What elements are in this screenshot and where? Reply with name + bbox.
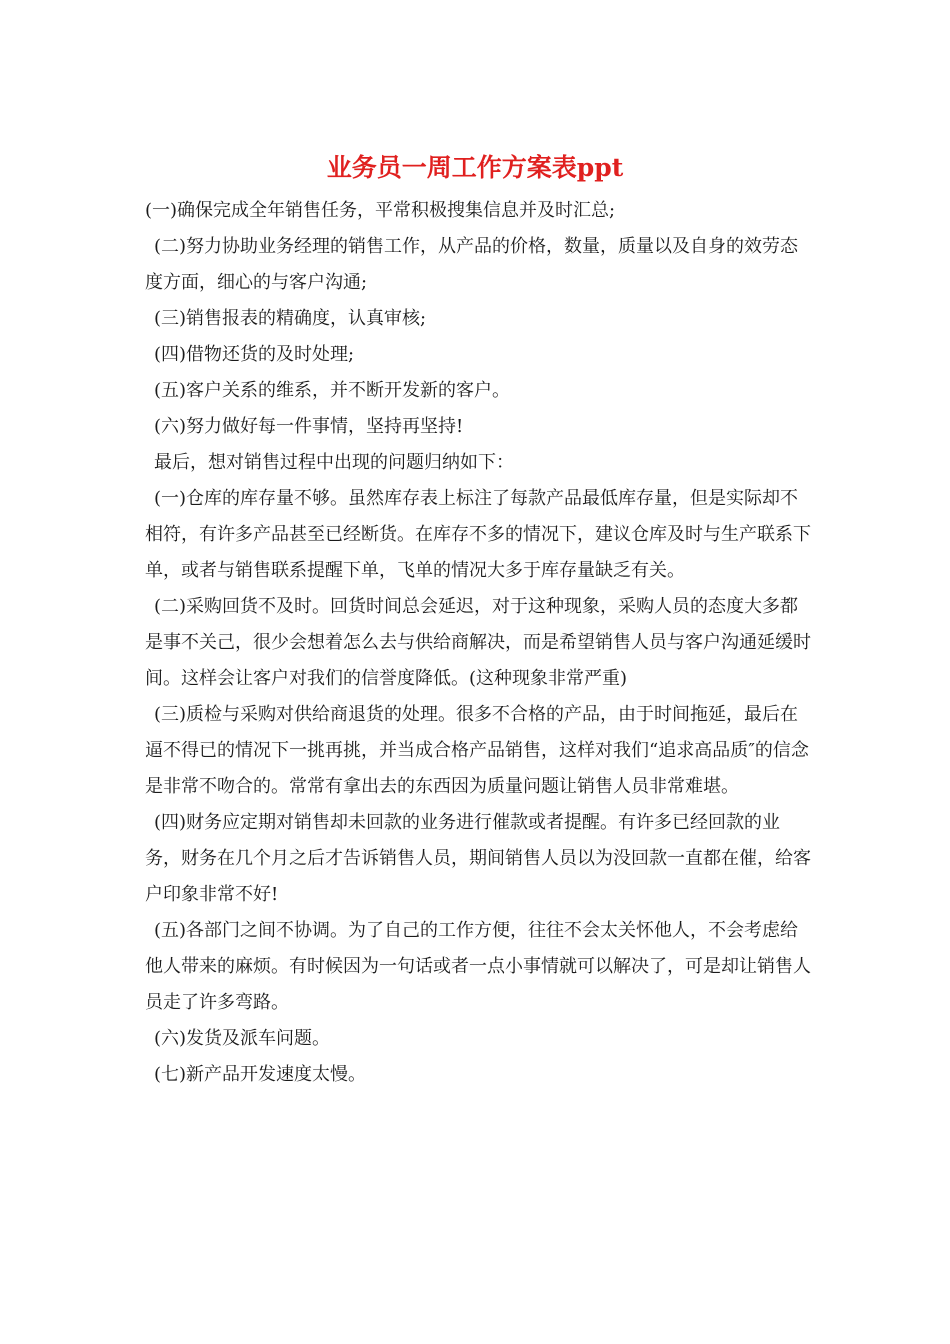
paragraph: (七)新产品开发速度太慢。 xyxy=(154,1064,367,1085)
paragraph: (六)努力做好每一件事情，坚持再坚持! xyxy=(154,416,464,437)
paragraph: (五)各部门之间不协调。为了自己的工作方便，往往不会太关怀他人，不会考虑给他人带来的麻烦。有时候因为一句话或者一点小事情就可以解决了，可是却让销售人员走了许多弯路。 xyxy=(145,920,811,1013)
paragraph: (一)确保完成全年销售任务，平常积极搜集信息并及时汇总; xyxy=(145,200,616,221)
paragraph: (二)采购回货不及时。回货时间总会延迟，对于这种现象，采购人员的态度大多都是事不关己，很少会想着怎么去与供给商解决，而是希望销售人员与客户沟通延缓时间。这样会让客户对我们的信誉度降低。(这种现象非常严重) xyxy=(145,596,811,689)
document-body xyxy=(145,193,815,1093)
paragraph: (五)客户关系的维系，并不断开发新的客户。 xyxy=(154,380,511,401)
paragraph: (四)借物还货的及时处理; xyxy=(154,344,355,365)
paragraph: 最后，想对销售过程中出现的问题归纳如下： xyxy=(154,452,514,473)
document-title: 业务员一周工作方案表ppt xyxy=(326,153,624,182)
paragraph: (三)销售报表的精确度，认真审核; xyxy=(154,308,427,329)
paragraph: (一)仓库的库存量不够。虽然库存表上标注了每款产品最低库存量，但是实际却不相符，有许多产品甚至已经断货。在库存不多的情况下，建议仓库及时与生产联系下单，或者与销售联系提醒下单，飞单的情况大多于库存量缺乏有关。 xyxy=(145,488,811,581)
paragraph: (六)发货及派车问题。 xyxy=(154,1028,331,1049)
paragraph: (四)财务应定期对销售却未回款的业务进行催款或者提醒。有许多已经回款的业务，财务在几个月之后才告诉销售人员，期间销售人员以为没回款一直都在催，给客户印象非常不好! xyxy=(145,812,811,905)
paragraph: (三)质检与采购对供给商退货的处理。很多不合格的产品，由于时间拖延，最后在逼不得已的情况下一挑再挑，并当成合格产品销售，这样对我们“追求高品质″的信念是非常不吻合的。常常有拿出去的东西因为质量问题让销售人员非常难堪。 xyxy=(145,704,809,797)
paragraph: (二)努力协助业务经理的销售工作，从产品的价格，数量，质量以及自身的效劳态度方面，细心的与客户沟通; xyxy=(145,236,799,293)
